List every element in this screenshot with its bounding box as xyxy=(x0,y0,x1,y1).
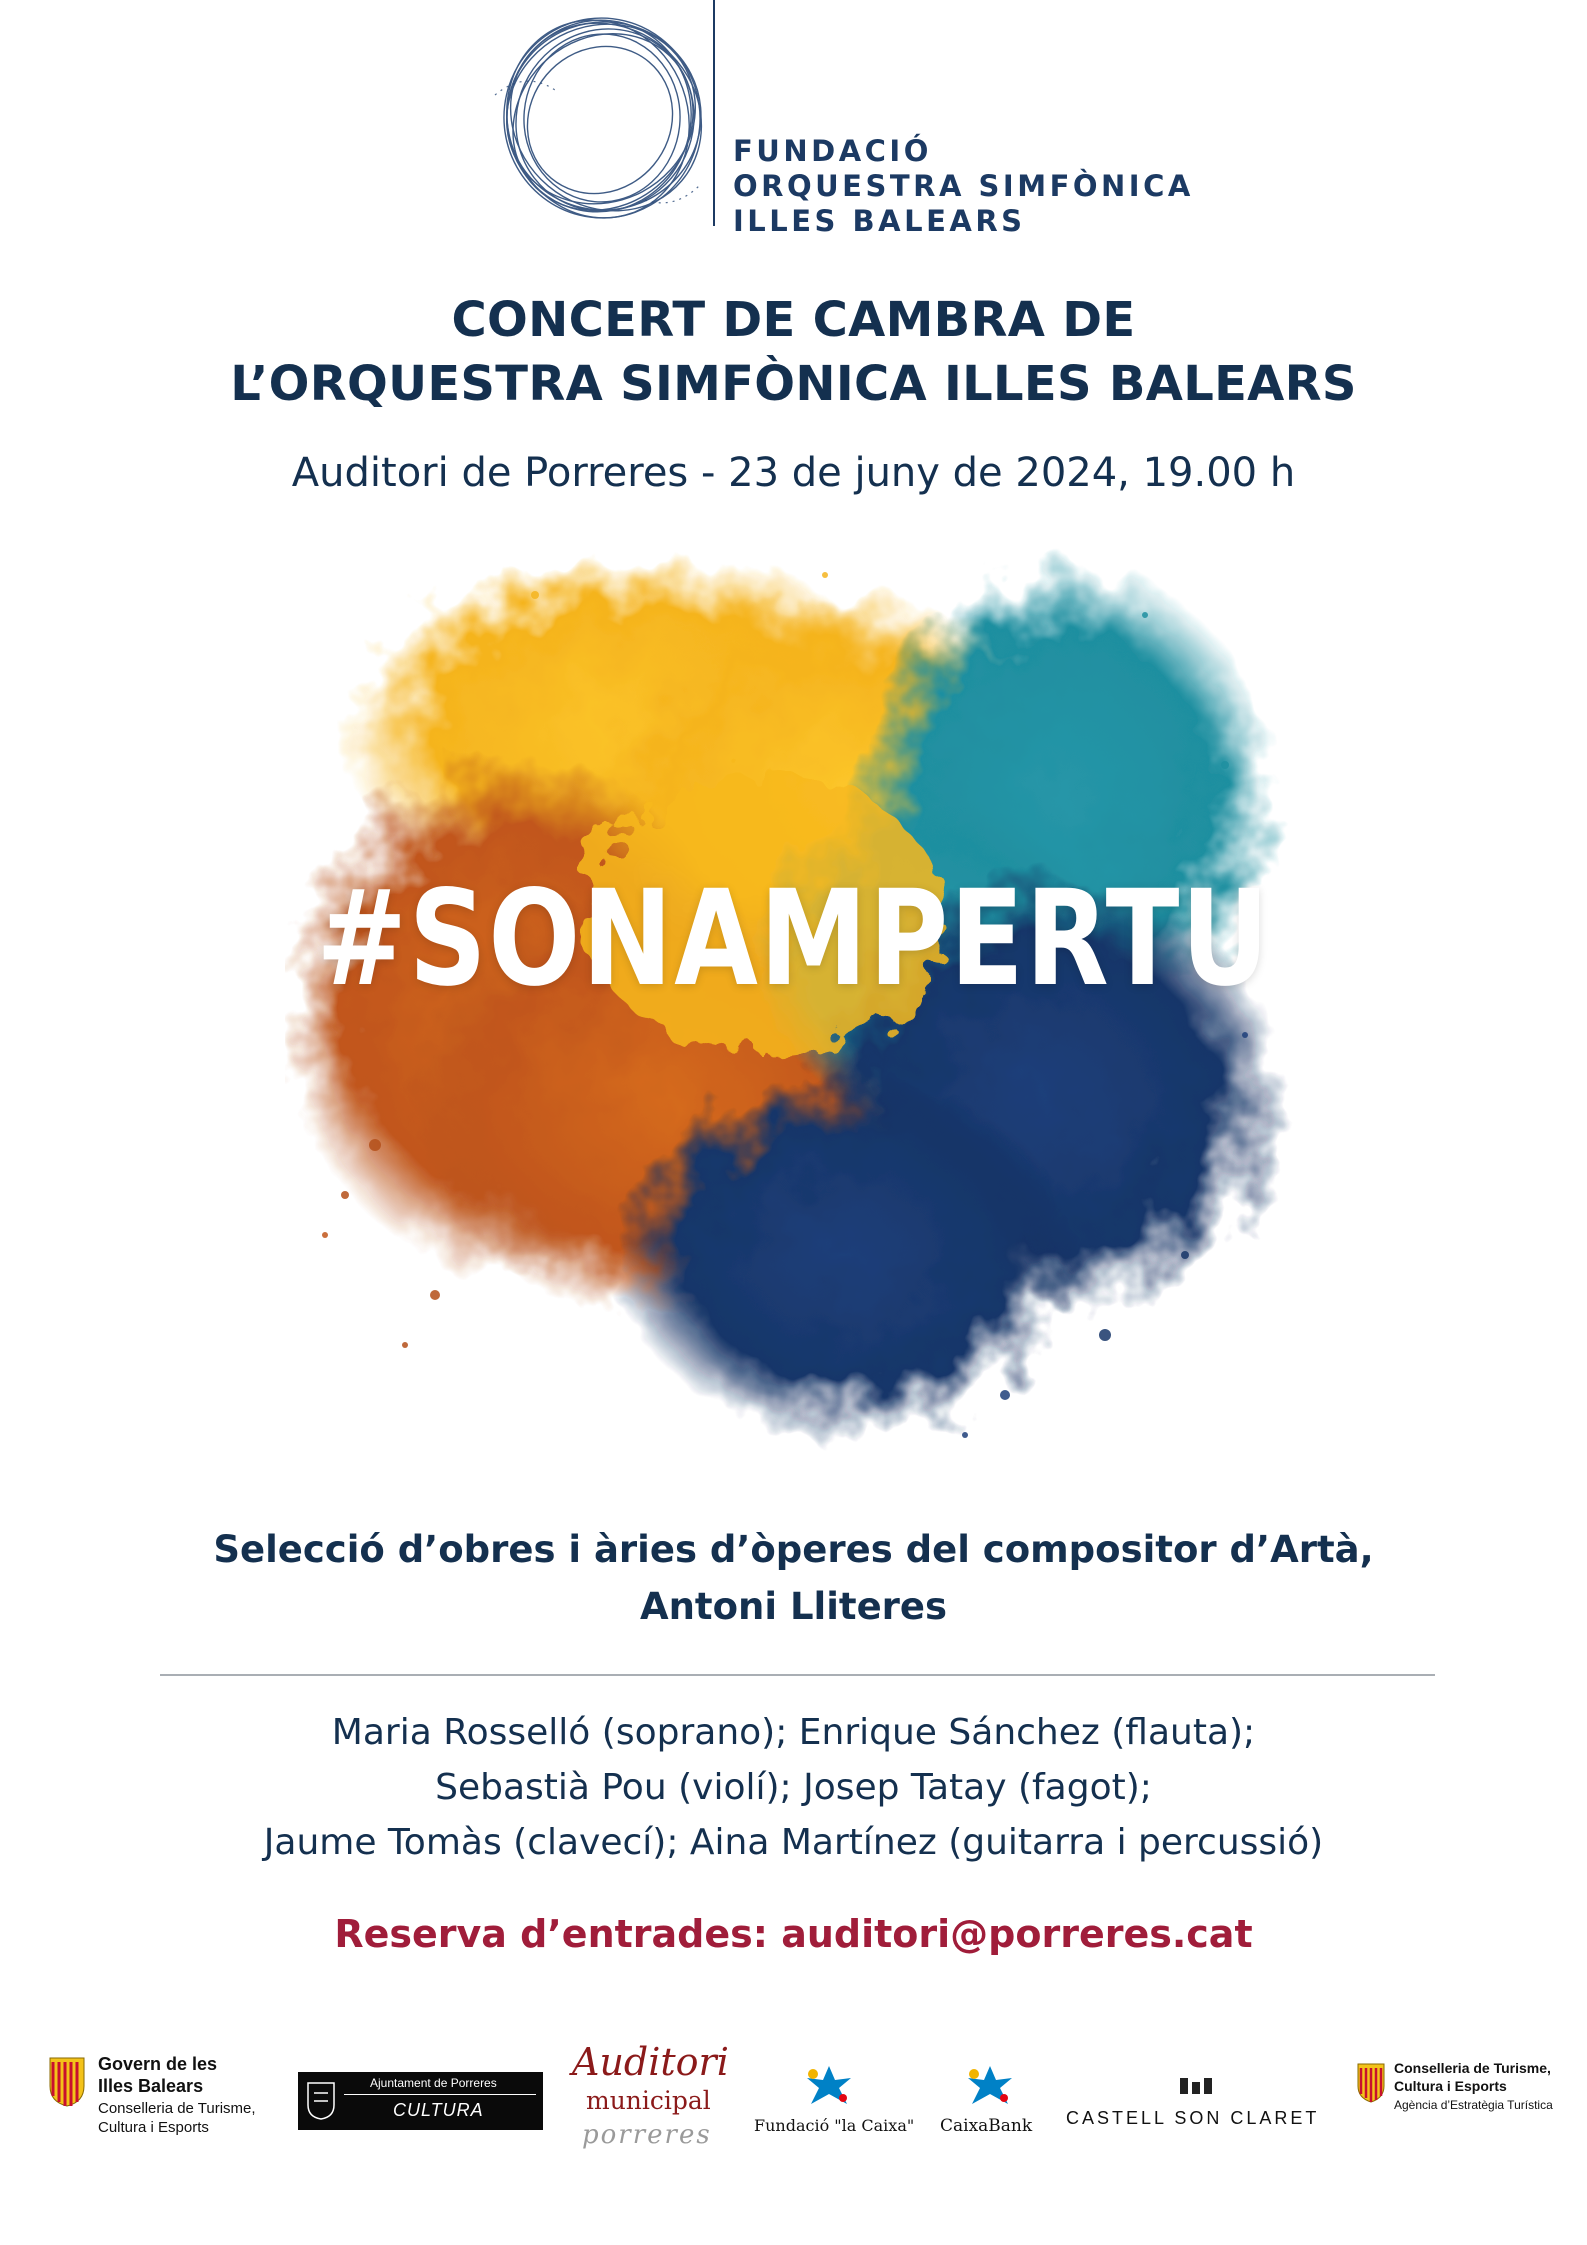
ajuntament-line-1: Ajuntament de Porreres xyxy=(370,2076,497,2090)
hashtag-text: #SONAMPERTU xyxy=(316,862,1271,1016)
sponsor-auditori xyxy=(572,2040,727,2160)
balearic-shield-icon xyxy=(48,2056,86,2108)
sponsor-conselleria xyxy=(1356,2060,1556,2140)
sponsor-fundacio-caixa xyxy=(754,2062,915,2142)
section-divider xyxy=(160,1674,1435,1676)
govern-line-1: Govern de les xyxy=(98,2054,218,2074)
subtitle: Auditori de Porreres - 23 de juny de 2024, 19.00 h xyxy=(291,450,1296,496)
ajuntament-line-2: CULTURA xyxy=(393,2100,484,2120)
castell-label: CASTELL SON CLARET xyxy=(1066,2108,1320,2128)
performers-line-2: Sebastià Pou (violí); Josep Tatay (fagot); xyxy=(435,1767,1152,1808)
logo-divider xyxy=(713,0,715,226)
sponsor-castell-son-claret xyxy=(1066,2074,1326,2134)
logo-line-1: FUNDACIÓ xyxy=(733,134,932,168)
caixabank-label: CaixaBank xyxy=(940,2116,1033,2136)
auditori-line-1: Auditori xyxy=(572,2040,729,2084)
reservation-text: Reserva d’entrades: auditori@porreres.cat xyxy=(334,1912,1253,1956)
performers-line-1: Maria Rosselló (soprano); Enrique Sánchez (flauta); xyxy=(331,1712,1256,1753)
program-line-1: Selecció d’obres i àries d’òperes del compositor d’Artà, xyxy=(213,1528,1374,1571)
conselleria-line-2: Cultura i Esports xyxy=(1394,2078,1507,2094)
caixabank-star-icon xyxy=(960,2062,1020,2112)
govern-line-4: Cultura i Esports xyxy=(98,2119,209,2136)
sponsor-ajuntament xyxy=(298,2072,543,2130)
performers-line-3: Jaume Tomàs (clavecí); Aina Martínez (guitarra i percussió) xyxy=(263,1822,1324,1863)
title-line-2: L’ORQUESTRA SIMFÒNICA ILLES BALEARS xyxy=(230,356,1357,412)
conselleria-line-3: Agència d’Estratègia Turística xyxy=(1394,2098,1553,2112)
govern-line-3: Conselleria de Turisme, xyxy=(98,2100,256,2117)
castle-icon xyxy=(1178,2074,1214,2096)
sponsor-caixabank xyxy=(935,2062,1045,2142)
auditori-line-3: porreres xyxy=(582,2120,712,2150)
govern-line-2: Illes Balears xyxy=(98,2076,204,2096)
auditori-line-2: municipal xyxy=(586,2086,711,2115)
sponsor-govern xyxy=(48,2052,256,2142)
balearic-shield-small-icon xyxy=(1356,2062,1386,2104)
conselleria-line-1: Conselleria de Turisme, xyxy=(1394,2060,1551,2076)
fosib-logo xyxy=(485,0,1194,240)
fundacio-caixa-label: Fundació "la Caixa" xyxy=(754,2116,915,2135)
logo-line-2: ORQUESTRA SIMFÒNICA xyxy=(733,169,1194,203)
scribble-circle-icon xyxy=(485,0,715,240)
logo-line-3: ILLES BALEARS xyxy=(733,204,1026,238)
porreres-crest-icon xyxy=(306,2081,336,2121)
caixa-star-icon xyxy=(799,2062,859,2112)
title-line-1: CONCERT DE CAMBRA DE xyxy=(451,292,1136,348)
program-line-2: Antoni Lliteres xyxy=(639,1585,948,1628)
